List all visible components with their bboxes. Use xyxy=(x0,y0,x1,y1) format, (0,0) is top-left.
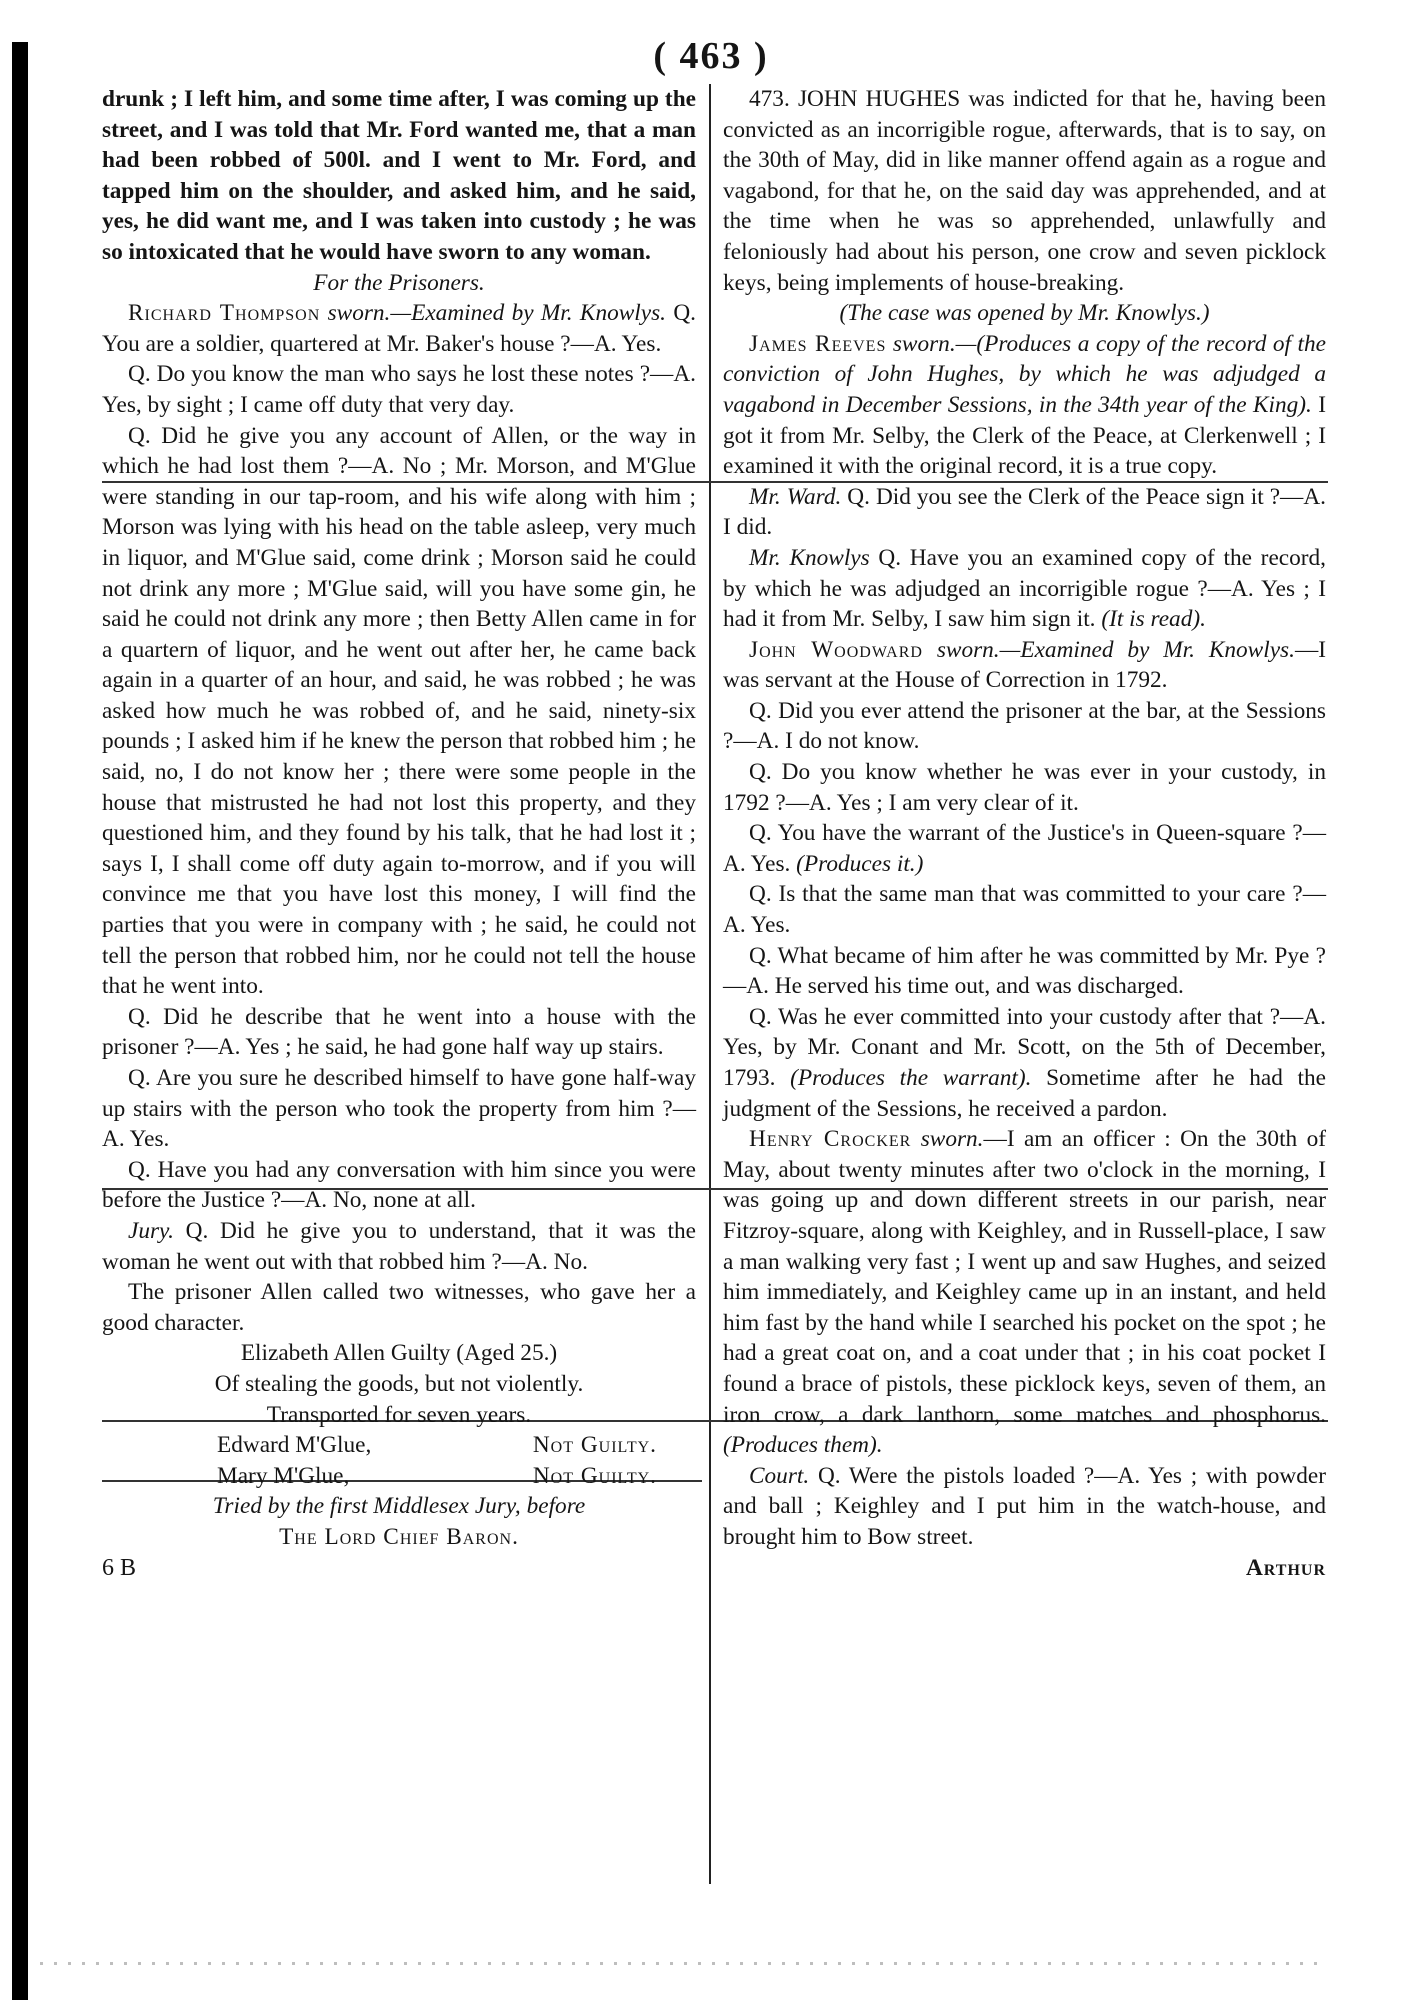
scan-noise xyxy=(40,1962,1320,1965)
paragraph-text: Q. You have the warrant of the Justice's in Queen-square ?—A. Yes. xyxy=(723,820,1326,877)
paragraph xyxy=(723,1002,1326,1124)
paragraph: Q. Did he describe that he went into a house with the prisoner ?—A. Yes ; he said, he had gone half way up stairs. xyxy=(102,1003,696,1061)
witness-name: James Reeves xyxy=(749,330,887,357)
paragraph: Q. Is that the same man that was committed to your care ?—A. Yes. xyxy=(723,881,1326,939)
defendant-name: Edward M'Glue, xyxy=(217,1432,372,1459)
witness-sworn: sworn.—Examined by Mr. Knowlys. xyxy=(327,300,667,327)
verdict-row xyxy=(217,1461,657,1492)
verdict-row xyxy=(217,1430,657,1461)
paragraph xyxy=(723,1124,1326,1461)
paragraph-text: I got it from Mr. Selby, the Clerk of the Peace, at Clerkenwell ; I examined it with the original record, it is a true copy. xyxy=(723,391,1326,480)
verdict-line: Of stealing the goods, but not violently. xyxy=(214,1370,584,1397)
stage-note: (Produces the warrant). xyxy=(790,1065,1032,1091)
paragraph-text: Q. Have you an examined copy of the record, by which he was adjudged an incorrigible rogue ?—A. Yes ; I had it from Mr. Selby, I saw him sign it. xyxy=(723,544,1327,633)
judge-line: The Lord Chief Baron. xyxy=(279,1523,519,1550)
verdict: Not Guilty. xyxy=(532,1462,657,1489)
paragraph xyxy=(102,1216,696,1277)
paragraph: Q. Have you had any conversation with him since you were before the Justice ?—A. No, none at all. xyxy=(102,1156,696,1214)
paragraph: Q. What became of him after he was committed by Mr. Pye ?—A. He served his time out, and was discharged. xyxy=(723,942,1326,1000)
paragraph-text: Q. Did you see the Clerk of the Peace sign it ?—A. I did. xyxy=(723,483,1326,541)
witness-name: Richard Thompson xyxy=(128,300,321,327)
verdict: Not Guilty. xyxy=(532,1432,657,1459)
speaker-label: Court. xyxy=(749,1462,810,1489)
page-number: ( 463 ) xyxy=(653,35,769,77)
stage-note: (Produces them). xyxy=(723,1432,883,1459)
witness-name: Henry Crocker xyxy=(749,1126,912,1153)
paragraph-text: was indicted for that he, having been convicted as an incorrigible rogue, afterwards, that is to say, on the 30th of May, did in like manner offend again as a rogue and vagabond, for that he, on the said day was apprehended, and at the time when he was so apprehended, unlawfully and feloniously had about his person, one crow and seven picklock keys, being implements of house-breaking. xyxy=(723,86,1326,296)
speaker-label: Mr. Ward. xyxy=(749,483,842,510)
signature-mark: 6 B xyxy=(102,1554,137,1581)
paragraph xyxy=(723,818,1326,879)
paragraph: drunk ; I left him, and some time after, I was coming up the street, and I was told that Mr. Ford wanted me, that a man had been robbed of 500l. and I went to Mr. Ford, and tapped him on the shoulder, and asked him, and he said, yes, he did want me, and I was taken into custody ; he was so intoxicated that he would have sworn to any woman. xyxy=(102,86,696,265)
case-number: 473. xyxy=(749,86,790,112)
paragraph-text: Q. Did he give you to understand, that it was the woman he went out with that robbed him ?—A. No. xyxy=(102,1217,696,1275)
paragraph xyxy=(723,482,1326,543)
witness-sworn: sworn. xyxy=(920,1126,984,1153)
defendant-name: Mary M'Glue, xyxy=(217,1462,350,1489)
paragraph xyxy=(723,84,1326,298)
paragraph: (The case was opened by Mr. Knowlys.) xyxy=(839,300,1210,327)
binding-edge xyxy=(12,42,28,2000)
witness-sworn: sworn.—(Produces a copy of the record of the conviction of John Hughes, by which he was adjudged a vagabond in December Sessions, in the 34th year of the King). xyxy=(723,330,1326,418)
paragraph xyxy=(723,635,1326,696)
witness-sworn: sworn.—Examined by Mr. Knowlys. xyxy=(936,636,1295,663)
left-column xyxy=(102,84,696,1583)
stage-note: (Produces it.) xyxy=(796,850,924,877)
paragraph-text: —I am an officer : On the 30th of May, about twenty minutes after two o'clock in the morning, I was going up and down different streets in our parish, near Fitzroy-square, along with Keighley, and in Russell-place, I saw a man walking very fast ; I went up and saw Hughes, and seized him immediately, and Keighley came up in an instant, and held him fast by the hand while I searched his pocket on the spot ; he had a great coat on, and a coat under that ; in his coat pocket I found a brace of pistols, these picklock keys, seven of them, an iron crow, a dark lanthorn, some matches and phosphorus. xyxy=(723,1126,1326,1428)
paragraph-text: Q. Was he ever committed into your custody after that ?—A. Yes, by Mr. Conant and Mr. Scott, on the 5th of December, 1793. xyxy=(723,1003,1326,1091)
section-heading: For the Prisoners. xyxy=(313,269,485,296)
stage-note: (It is read). xyxy=(1101,606,1206,633)
witness-name: John Woodward xyxy=(749,636,923,663)
paragraph: Q. Do you know the man who says he lost these notes ?—A. Yes, by sight ; I came off duty that very day. xyxy=(102,361,696,418)
right-column xyxy=(723,84,1326,1583)
paragraph-text: Q. Were the pistols loaded ?—A. Yes ; with powder and ball ; Keighley and I put him in the watch-house, and brought him to Bow street. xyxy=(723,1462,1326,1550)
paragraph xyxy=(102,298,696,359)
paragraph xyxy=(723,1461,1326,1553)
speaker-label: Mr. Knowlys xyxy=(749,544,870,571)
jury-line: Tried by the first Middlesex Jury, before xyxy=(212,1493,586,1520)
column-divider xyxy=(709,84,711,1884)
paragraph-text: Sometime after he had the judgment of the Sessions, he received a pardon. xyxy=(723,1065,1326,1122)
paragraph xyxy=(723,329,1326,482)
catchword: Arthur xyxy=(1245,1554,1326,1581)
verdict-line: Elizabeth Allen Guilty (Aged 25.) xyxy=(240,1340,558,1367)
paragraph: Q. Did he give you any account of Allen, or the way in which he had lost them ?—A. No ; Mr. Morson, and M'Glue were standing in our tap-room, and his wife along with him ; Morson was lying with his head on the table asleep, very much in liquor, and M'Glue said, come drink ; Morson said he could not drink any more ; M'Glue said, will you have some gin, he said he could not drink any more ; then Betty Allen came in for a quartern of liquor, and he went out after her, he came back again in a quarter of an hour, and said, he was robbed ; he was asked how much he was robbed of, and he said, ninety-six pounds ; I asked him if he knew the person that robbed him ; he said, no, I do not know her ; there were some people in the house that mistrusted he had not lost this property, and they questioned him, and they found by his talk, that he had lost it ; says I, I shall come off duty again to-morrow, and if you will convince me that you have lost this money, I will find the parties that you were in company with ; he said, he could not tell the person that robbed him, nor he could not tell the house that he went into. xyxy=(102,422,696,1000)
paragraph-text: —I was servant at the House of Correction in 1792. xyxy=(723,636,1326,694)
paragraph: Q. Are you sure he described himself to have gone half-way up stairs with the person who took the property from him ?—A. Yes. xyxy=(102,1065,696,1153)
paragraph-text: Q. You are a soldier, quartered at Mr. Baker's house ?—A. Yes. xyxy=(102,300,696,357)
speaker-label: Jury. xyxy=(128,1217,174,1244)
verdict-line: Transported for seven years. xyxy=(266,1401,532,1428)
defendant-name: JOHN HUGHES xyxy=(797,86,961,112)
paragraph xyxy=(723,543,1326,635)
paragraph: Q. Do you know whether he was ever in your custody, in 1792 ?—A. Yes ; I am very clear of it. xyxy=(723,759,1326,816)
paragraph: The prisoner Allen called two witnesses, who gave her a good character. xyxy=(102,1279,696,1336)
paragraph: Q. Did you ever attend the prisoner at the bar, at the Sessions ?—A. I do not know. xyxy=(723,697,1326,755)
